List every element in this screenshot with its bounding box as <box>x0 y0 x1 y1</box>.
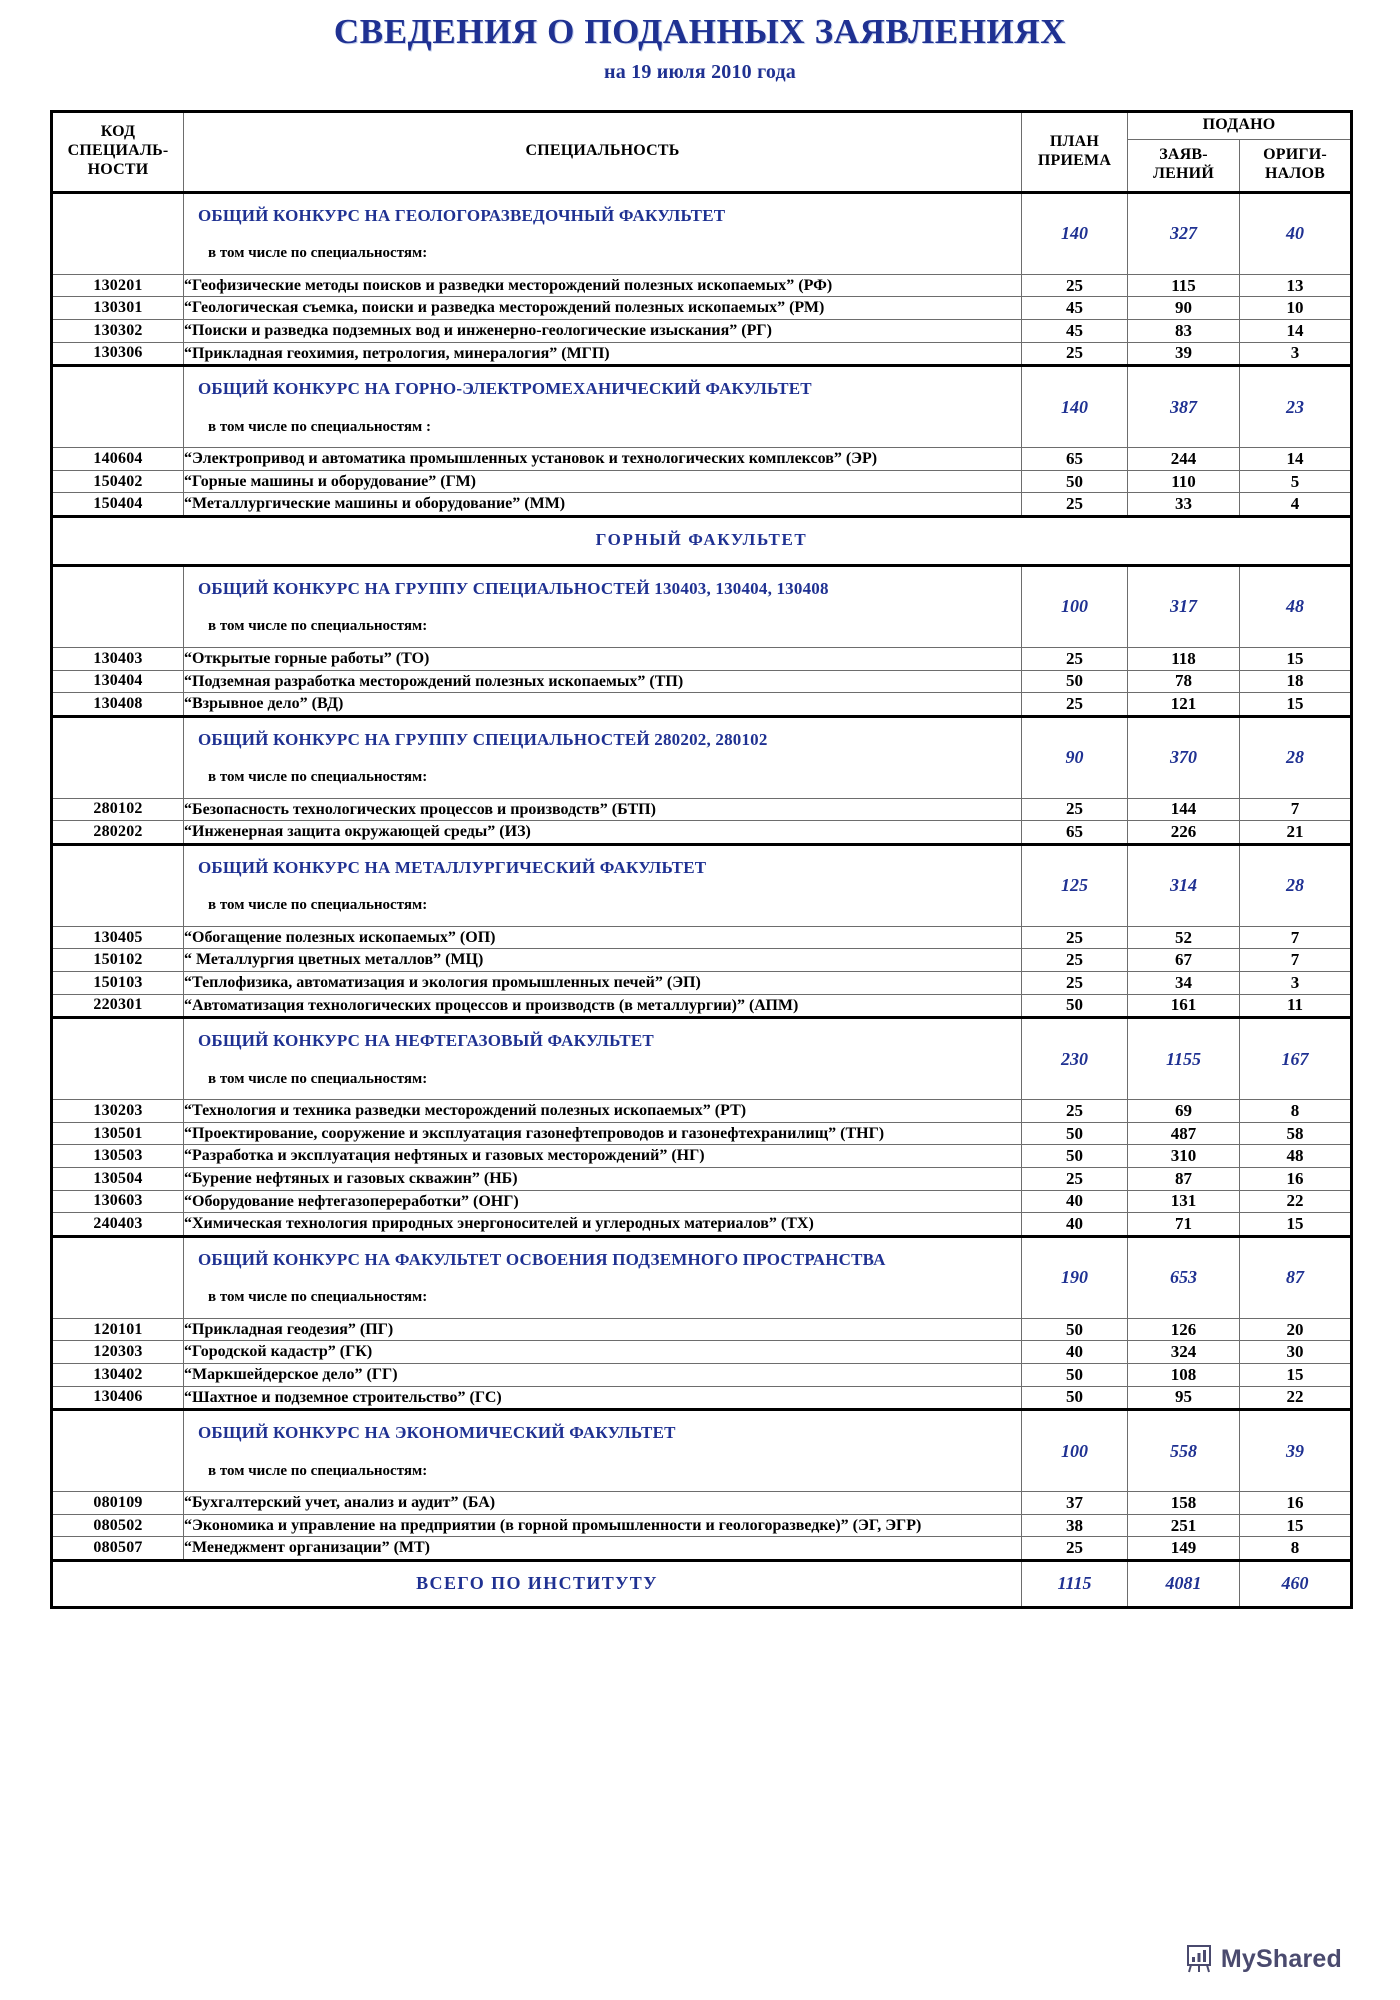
cell-originals: 22 <box>1240 1190 1352 1213</box>
cell-applications: 324 <box>1128 1341 1240 1364</box>
cell-group-title <box>184 1236 1022 1318</box>
cell-code <box>52 1410 184 1492</box>
cell-code: 150402 <box>52 470 184 493</box>
column-header-applications <box>1128 139 1240 192</box>
cell-group-title <box>184 844 1022 926</box>
cell-specialty: “Металлургические машины и оборудование” (ММ) <box>184 493 1022 517</box>
table-row <box>52 1537 1352 1561</box>
cell-originals: 39 <box>1240 1410 1352 1492</box>
cell-applications: 144 <box>1128 798 1240 821</box>
cell-applications: 115 <box>1128 274 1240 297</box>
cell-code: 130503 <box>52 1145 184 1168</box>
applications-header-line2: ЛЕНИЙ <box>1153 165 1214 183</box>
cell-plan: 25 <box>1022 647 1128 670</box>
cell-plan: 45 <box>1022 297 1128 320</box>
cell-plan: 50 <box>1022 1318 1128 1341</box>
table-row <box>52 493 1352 517</box>
table-row <box>52 670 1352 693</box>
cell-originals: 7 <box>1240 949 1352 972</box>
cell-total-plan: 1115 <box>1022 1560 1128 1607</box>
table-row <box>52 949 1352 972</box>
header-row-top <box>52 111 1352 139</box>
cell-code: 130306 <box>52 342 184 366</box>
plan-header-line2: ПРИЕМА <box>1037 151 1112 169</box>
cell-code <box>52 565 184 647</box>
cell-faculty-banner <box>52 516 1352 565</box>
table-row <box>52 1122 1352 1145</box>
cell-plan: 25 <box>1022 926 1128 949</box>
cell-code: 150102 <box>52 949 184 972</box>
title-block <box>0 0 1400 84</box>
cell-code <box>52 1018 184 1100</box>
cell-total-originals: 460 <box>1240 1560 1352 1607</box>
cell-plan: 50 <box>1022 1122 1128 1145</box>
table-row-group <box>52 844 1352 926</box>
cell-originals: 8 <box>1240 1537 1352 1561</box>
cell-group-title <box>184 366 1022 448</box>
cell-plan: 40 <box>1022 1341 1128 1364</box>
cell-plan: 50 <box>1022 470 1128 493</box>
cell-applications: 110 <box>1128 470 1240 493</box>
page-title: СВЕДЕНИЯ О ПОДАННЫХ ЗАЯВЛЕНИЯХ <box>333 12 1067 51</box>
cell-originals: 167 <box>1240 1018 1352 1100</box>
cell-plan: 50 <box>1022 1364 1128 1387</box>
table-row <box>52 693 1352 717</box>
cell-applications: 370 <box>1128 716 1240 798</box>
cell-applications: 108 <box>1128 1364 1240 1387</box>
column-header-submitted: ПОДАНО <box>1128 111 1352 139</box>
cell-total-label <box>52 1560 1022 1607</box>
cell-plan: 25 <box>1022 1168 1128 1191</box>
table-row <box>52 1492 1352 1515</box>
cell-code: 080502 <box>52 1514 184 1537</box>
cell-originals: 87 <box>1240 1236 1352 1318</box>
cell-applications: 161 <box>1128 994 1240 1018</box>
cell-originals: 58 <box>1240 1122 1352 1145</box>
table-container <box>50 110 1350 1609</box>
cell-plan: 40 <box>1022 1213 1128 1237</box>
cell-applications: 33 <box>1128 493 1240 517</box>
column-header-specialty: СПЕЦИАЛЬНОСТЬ <box>184 111 1022 192</box>
cell-specialty: “Оборудование нефтегазопереработки” (ОНГ) <box>184 1190 1022 1213</box>
code-header-line2: СПЕЦИАЛЬ- <box>67 142 169 160</box>
cell-specialty: “Экономика и управление на предприятии (в горной промышленности и геологоразведке)” (ЭГ, ЭГР) <box>184 1514 1022 1537</box>
cell-code: 240403 <box>52 1213 184 1237</box>
cell-specialty: “Шахтное и подземное строительство” (ГС) <box>184 1386 1022 1410</box>
cell-specialty: “Химическая технология природных энергоносителей и углеродных материалов” (ТХ) <box>184 1213 1022 1237</box>
cell-specialty: “Прикладная геодезия” (ПГ) <box>184 1318 1022 1341</box>
cell-plan: 90 <box>1022 716 1128 798</box>
cell-applications: 78 <box>1128 670 1240 693</box>
cell-plan: 45 <box>1022 319 1128 342</box>
cell-applications: 244 <box>1128 448 1240 471</box>
cell-applications: 1155 <box>1128 1018 1240 1100</box>
cell-code <box>52 716 184 798</box>
table-row-group <box>52 716 1352 798</box>
cell-applications: 83 <box>1128 319 1240 342</box>
cell-code: 130201 <box>52 274 184 297</box>
cell-originals: 28 <box>1240 844 1352 926</box>
cell-group-title <box>184 1018 1022 1100</box>
group-note-text: в том числе по специальностям: <box>208 618 428 635</box>
cell-specialty: “Разработка и эксплуатация нефтяных и газовых месторождений” (НГ) <box>184 1145 1022 1168</box>
table-row-group <box>52 565 1352 647</box>
cell-specialty: “Электропривод и автоматика промышленных установок и технологических комплексов” (ЭР) <box>184 448 1022 471</box>
cell-plan: 100 <box>1022 565 1128 647</box>
group-note-text: в том числе по специальностям: <box>208 1462 428 1479</box>
cell-originals: 10 <box>1240 297 1352 320</box>
cell-code: 130501 <box>52 1122 184 1145</box>
cell-applications: 149 <box>1128 1537 1240 1561</box>
cell-plan: 25 <box>1022 1537 1128 1561</box>
cell-specialty: “Геофизические методы поисков и разведки месторождений полезных ископаемых” (РФ) <box>184 274 1022 297</box>
cell-specialty: “Технология и техника разведки месторождений полезных ископаемых” (РТ) <box>184 1100 1022 1123</box>
table-row <box>52 1386 1352 1410</box>
cell-plan: 190 <box>1022 1236 1128 1318</box>
cell-code: 080109 <box>52 1492 184 1515</box>
group-title-text: ОБЩИЙ КОНКУРС НА ГРУППУ СПЕЦИАЛЬНОСТЕЙ 280202, 280102 <box>198 729 768 749</box>
cell-code: 140604 <box>52 448 184 471</box>
table-row <box>52 972 1352 995</box>
cell-specialty: “Прикладная геохимия, петрология, минералогия” (МГП) <box>184 342 1022 366</box>
cell-originals: 4 <box>1240 493 1352 517</box>
cell-applications: 34 <box>1128 972 1240 995</box>
cell-originals: 11 <box>1240 994 1352 1018</box>
table-row-group <box>52 366 1352 448</box>
cell-applications: 558 <box>1128 1410 1240 1492</box>
cell-group-title <box>184 1410 1022 1492</box>
cell-applications: 39 <box>1128 342 1240 366</box>
cell-applications: 314 <box>1128 844 1240 926</box>
cell-applications: 67 <box>1128 949 1240 972</box>
cell-code: 130302 <box>52 319 184 342</box>
originals-header-line1: ОРИГИ- <box>1263 146 1327 164</box>
cell-originals: 21 <box>1240 821 1352 845</box>
group-note-text: в том числе по специальностям: <box>208 245 428 262</box>
cell-originals: 20 <box>1240 1318 1352 1341</box>
cell-group-title <box>184 565 1022 647</box>
table-row <box>52 821 1352 845</box>
cell-code: 150404 <box>52 493 184 517</box>
page-subtitle: на 19 июля 2010 года <box>604 60 796 83</box>
cell-applications: 317 <box>1128 565 1240 647</box>
table-row-group <box>52 1236 1352 1318</box>
table-row <box>52 1213 1352 1237</box>
cell-code: 120303 <box>52 1341 184 1364</box>
cell-applications: 251 <box>1128 1514 1240 1537</box>
cell-total-applications: 4081 <box>1128 1560 1240 1607</box>
cell-plan: 25 <box>1022 972 1128 995</box>
cell-applications: 52 <box>1128 926 1240 949</box>
table-row-faculty-banner <box>52 516 1352 565</box>
cell-applications: 126 <box>1128 1318 1240 1341</box>
cell-applications: 131 <box>1128 1190 1240 1213</box>
cell-plan: 25 <box>1022 274 1128 297</box>
table-row <box>52 1514 1352 1537</box>
table-row <box>52 319 1352 342</box>
cell-code: 130408 <box>52 693 184 717</box>
cell-originals: 40 <box>1240 192 1352 274</box>
group-title-text: ОБЩИЙ КОНКУРС НА ГЕОЛОГОРАЗВЕДОЧНЫЙ ФАКУЛЬТЕТ <box>198 205 726 225</box>
group-note-text: в том числе по специальностям: <box>208 1070 428 1087</box>
cell-plan: 65 <box>1022 448 1128 471</box>
cell-originals: 15 <box>1240 1364 1352 1387</box>
cell-originals: 3 <box>1240 972 1352 995</box>
cell-plan: 50 <box>1022 1386 1128 1410</box>
cell-originals: 30 <box>1240 1341 1352 1364</box>
cell-code: 130504 <box>52 1168 184 1191</box>
cell-specialty: “Бурение нефтяных и газовых скважин” (НБ) <box>184 1168 1022 1191</box>
group-note-text: в том числе по специальностям: <box>208 769 428 786</box>
faculty-banner-text: ГОРНЫЙ ФАКУЛЬТЕТ <box>595 529 808 549</box>
group-title-text: ОБЩИЙ КОНКУРС НА ГОРНО-ЭЛЕКТРОМЕХАНИЧЕСКИЙ ФАКУЛЬТЕТ <box>198 379 812 399</box>
cell-plan: 25 <box>1022 342 1128 366</box>
cell-applications: 87 <box>1128 1168 1240 1191</box>
cell-originals: 13 <box>1240 274 1352 297</box>
cell-specialty: “Инженерная защита окружающей среды” (ИЗ) <box>184 821 1022 845</box>
cell-applications: 90 <box>1128 297 1240 320</box>
cell-specialty: “Взрывное дело” (ВД) <box>184 693 1022 717</box>
table-row <box>52 1364 1352 1387</box>
cell-specialty: “Безопасность технологических процессов и производств” (БТП) <box>184 798 1022 821</box>
cell-specialty: “Поиски и разведка подземных вод и инженерно-геологические изыскания” (РГ) <box>184 319 1022 342</box>
cell-specialty: “Автоматизация технологических процессов и производств (в металлургии)” (АПМ) <box>184 994 1022 1018</box>
table-row <box>52 342 1352 366</box>
table-row-group <box>52 192 1352 274</box>
table-row-group <box>52 1018 1352 1100</box>
cell-code: 130405 <box>52 926 184 949</box>
cell-originals: 15 <box>1240 647 1352 670</box>
cell-plan: 140 <box>1022 366 1128 448</box>
cell-specialty: “Горные машины и оборудование” (ГМ) <box>184 470 1022 493</box>
cell-plan: 230 <box>1022 1018 1128 1100</box>
cell-originals: 3 <box>1240 342 1352 366</box>
table-row <box>52 1341 1352 1364</box>
cell-code: 120101 <box>52 1318 184 1341</box>
cell-code: 130301 <box>52 297 184 320</box>
cell-code: 130603 <box>52 1190 184 1213</box>
applications-table <box>50 110 1353 1609</box>
column-header-plan <box>1022 111 1128 192</box>
cell-plan: 25 <box>1022 1100 1128 1123</box>
cell-originals: 15 <box>1240 693 1352 717</box>
group-title-text: ОБЩИЙ КОНКУРС НА НЕФТЕГАЗОВЫЙ ФАКУЛЬТЕТ <box>198 1031 654 1051</box>
cell-specialty: “Менеджмент организации” (МТ) <box>184 1537 1022 1561</box>
cell-code: 150103 <box>52 972 184 995</box>
cell-applications: 310 <box>1128 1145 1240 1168</box>
table-row <box>52 1145 1352 1168</box>
table-row <box>52 274 1352 297</box>
cell-applications: 487 <box>1128 1122 1240 1145</box>
cell-originals: 16 <box>1240 1168 1352 1191</box>
cell-plan: 65 <box>1022 821 1128 845</box>
plan-header-line1: ПЛАН <box>1049 132 1100 150</box>
cell-plan: 25 <box>1022 693 1128 717</box>
cell-applications: 327 <box>1128 192 1240 274</box>
table-header <box>52 111 1352 192</box>
cell-originals: 8 <box>1240 1100 1352 1123</box>
cell-plan: 25 <box>1022 798 1128 821</box>
cell-code: 280102 <box>52 798 184 821</box>
cell-code <box>52 1236 184 1318</box>
cell-plan: 125 <box>1022 844 1128 926</box>
cell-plan: 38 <box>1022 1514 1128 1537</box>
cell-code: 280202 <box>52 821 184 845</box>
chart-document-icon <box>1184 1944 1214 1974</box>
cell-applications: 118 <box>1128 647 1240 670</box>
cell-plan: 37 <box>1022 1492 1128 1515</box>
cell-originals: 16 <box>1240 1492 1352 1515</box>
cell-originals: 7 <box>1240 926 1352 949</box>
cell-code: 130406 <box>52 1386 184 1410</box>
cell-originals: 5 <box>1240 470 1352 493</box>
cell-specialty: “Городской кадастр” (ГК) <box>184 1341 1022 1364</box>
cell-applications: 158 <box>1128 1492 1240 1515</box>
cell-applications: 69 <box>1128 1100 1240 1123</box>
cell-specialty: “Маркшейдерское дело” (ГГ) <box>184 1364 1022 1387</box>
cell-originals: 18 <box>1240 670 1352 693</box>
table-row <box>52 647 1352 670</box>
cell-code: 130402 <box>52 1364 184 1387</box>
originals-header-line2: НАЛОВ <box>1264 165 1326 183</box>
cell-plan: 50 <box>1022 994 1128 1018</box>
watermark <box>1184 1944 1342 1974</box>
column-header-code <box>52 111 184 192</box>
cell-applications: 387 <box>1128 366 1240 448</box>
cell-specialty: “Бухгалтерский учет, анализ и аудит” (БА) <box>184 1492 1022 1515</box>
total-label-text: ВСЕГО ПО ИНСТИТУТУ <box>416 1572 658 1593</box>
cell-plan: 25 <box>1022 949 1128 972</box>
group-note-text: в том числе по специальностям : <box>208 418 431 435</box>
table-row-group <box>52 1410 1352 1492</box>
code-header-line3: НОСТИ <box>87 161 149 179</box>
cell-plan: 50 <box>1022 1145 1128 1168</box>
cell-originals: 48 <box>1240 1145 1352 1168</box>
cell-plan: 25 <box>1022 493 1128 517</box>
cell-specialty: “Теплофизика, автоматизация и экология промышленных печей” (ЭП) <box>184 972 1022 995</box>
column-header-originals <box>1240 139 1352 192</box>
group-note-text: в том числе по специальностям: <box>208 1289 428 1306</box>
cell-code <box>52 192 184 274</box>
group-title-text: ОБЩИЙ КОНКУРС НА ЭКОНОМИЧЕСКИЙ ФАКУЛЬТЕТ <box>198 1423 676 1443</box>
cell-plan: 50 <box>1022 670 1128 693</box>
cell-code: 130403 <box>52 647 184 670</box>
cell-code: 130404 <box>52 670 184 693</box>
table-body <box>52 192 1352 1607</box>
table-row <box>52 798 1352 821</box>
cell-applications: 226 <box>1128 821 1240 845</box>
table-row-total <box>52 1560 1352 1607</box>
cell-code <box>52 844 184 926</box>
cell-specialty: “Проектирование, сооружение и эксплуатация газонефтепроводов и газонефтехранилищ” (ТНГ) <box>184 1122 1022 1145</box>
cell-code: 220301 <box>52 994 184 1018</box>
cell-group-title <box>184 716 1022 798</box>
table-row <box>52 1168 1352 1191</box>
cell-applications: 71 <box>1128 1213 1240 1237</box>
cell-specialty: “Геологическая съемка, поиски и разведка месторождений полезных ископаемых” (РМ) <box>184 297 1022 320</box>
cell-originals: 23 <box>1240 366 1352 448</box>
cell-specialty: “Подземная разработка месторождений полезных ископаемых” (ТП) <box>184 670 1022 693</box>
table-row <box>52 297 1352 320</box>
cell-plan: 100 <box>1022 1410 1128 1492</box>
cell-specialty: “ Металлургия цветных металлов” (МЦ) <box>184 949 1022 972</box>
cell-plan: 140 <box>1022 192 1128 274</box>
cell-plan: 40 <box>1022 1190 1128 1213</box>
table-row <box>52 1318 1352 1341</box>
table-row <box>52 470 1352 493</box>
cell-originals: 15 <box>1240 1514 1352 1537</box>
applications-header-line1: ЗАЯВ- <box>1159 146 1208 164</box>
cell-originals: 28 <box>1240 716 1352 798</box>
code-header-line1: КОД <box>100 123 136 141</box>
group-title-text: ОБЩИЙ КОНКУРС НА ФАКУЛЬТЕТ ОСВОЕНИЯ ПОДЗЕМНОГО ПРОСТРАНСТВА <box>198 1249 886 1269</box>
watermark-label: MyShared <box>1220 1944 1342 1973</box>
cell-originals: 15 <box>1240 1213 1352 1237</box>
cell-code: 080507 <box>52 1537 184 1561</box>
cell-originals: 48 <box>1240 565 1352 647</box>
cell-code <box>52 366 184 448</box>
table-row <box>52 1190 1352 1213</box>
group-note-text: в том числе по специальностям: <box>208 897 428 914</box>
cell-originals: 7 <box>1240 798 1352 821</box>
cell-originals: 14 <box>1240 448 1352 471</box>
table-row <box>52 994 1352 1018</box>
group-title-text: ОБЩИЙ КОНКУРС НА ГРУППУ СПЕЦИАЛЬНОСТЕЙ 130403, 130404, 130408 <box>198 578 829 598</box>
cell-code: 130203 <box>52 1100 184 1123</box>
cell-applications: 121 <box>1128 693 1240 717</box>
group-title-text: ОБЩИЙ КОНКУРС НА МЕТАЛЛУРГИЧЕСКИЙ ФАКУЛЬТЕТ <box>198 857 707 877</box>
cell-specialty: “Открытые горные работы” (ТО) <box>184 647 1022 670</box>
cell-originals: 14 <box>1240 319 1352 342</box>
cell-applications: 95 <box>1128 1386 1240 1410</box>
table-row <box>52 1100 1352 1123</box>
cell-group-title <box>184 192 1022 274</box>
table-row <box>52 448 1352 471</box>
cell-originals: 22 <box>1240 1386 1352 1410</box>
table-row <box>52 926 1352 949</box>
cell-applications: 653 <box>1128 1236 1240 1318</box>
cell-specialty: “Обогащение полезных ископаемых” (ОП) <box>184 926 1022 949</box>
